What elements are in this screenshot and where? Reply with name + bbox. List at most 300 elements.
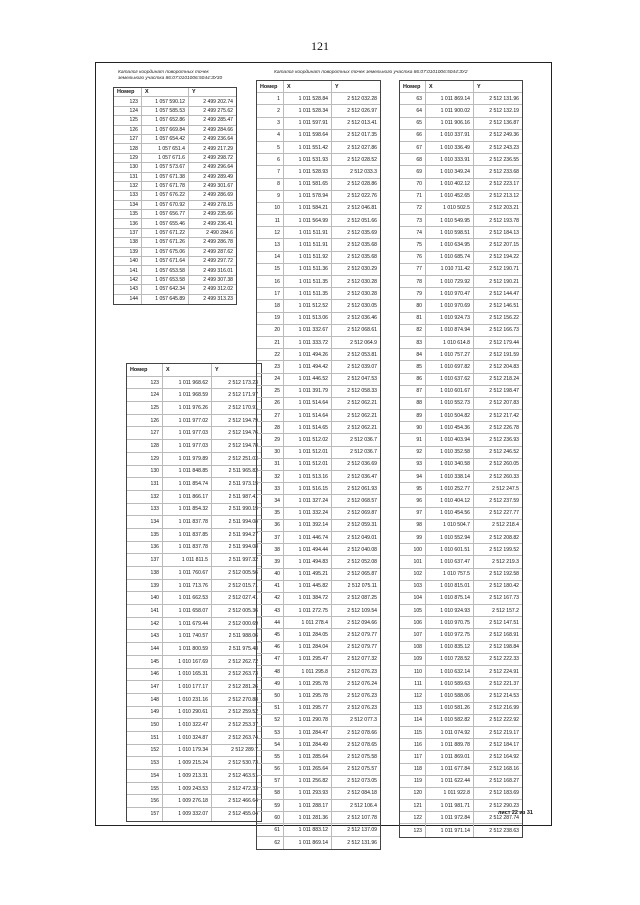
table-row: [127, 669, 261, 682]
point-number-cell: 29: [257, 434, 284, 445]
table-row: [114, 163, 236, 172]
x-coordinate-cell: 1 011 333.72: [284, 337, 332, 348]
point-number-cell: 26: [257, 398, 284, 409]
point-number-cell: 136: [127, 542, 163, 554]
table-row: [257, 166, 380, 178]
column-header-y: Y: [477, 83, 481, 90]
x-coordinate-cell: 1 011 977.03: [163, 427, 212, 439]
point-number-cell: 144: [127, 643, 163, 655]
y-coordinate-cell: 2 499 286.69: [203, 192, 233, 199]
y-coordinate-cell: 2 512 131.96: [347, 839, 377, 846]
x-coordinate-cell: 1 011 848.85: [163, 466, 212, 478]
point-number-cell: 72: [400, 203, 426, 214]
x-coordinate-cell: 1 011 074.92: [426, 727, 474, 738]
point-number-cell: 108: [400, 642, 426, 653]
point-number-cell: 154: [127, 770, 163, 782]
table-row: [114, 285, 236, 294]
point-number-cell: 126: [127, 415, 163, 427]
x-coordinate-cell: 1 011 713.76: [163, 580, 212, 592]
point-number-cell: 56: [257, 764, 284, 775]
table-row: [257, 666, 380, 678]
table-row: [400, 447, 522, 459]
x-coordinate-cell: 1 011 295.8: [284, 666, 332, 677]
x-coordinate-cell: 1 057 642.34: [142, 285, 189, 293]
y-coordinate-cell: 2 499 313.23: [203, 296, 233, 303]
x-coordinate-cell: 1 010 252.77: [426, 483, 474, 494]
point-number-cell: 66: [400, 130, 426, 141]
x-coordinate-cell: 1 057 656.77: [142, 210, 189, 218]
x-coordinate-cell: 1 010 588.06: [426, 690, 474, 701]
x-coordinate-cell: 1 011 514.64: [284, 410, 332, 421]
x-coordinate-cell: 1 010 290.61: [163, 707, 212, 719]
y-coordinate-cell: 2 512 259.52: [228, 709, 258, 716]
y-coordinate-cell: 2 512 036.69: [347, 461, 377, 468]
table-header-row: [400, 81, 522, 93]
x-coordinate-cell: 1 011 514.64: [284, 398, 332, 409]
y-coordinate-cell: 2 512 194.22: [489, 254, 519, 261]
x-coordinate-cell: 1 011 584.21: [284, 203, 332, 214]
point-number-cell: 117: [400, 751, 426, 762]
table-row: [257, 288, 380, 300]
point-number-cell: 51: [257, 703, 284, 714]
x-coordinate-cell: 1 057 671.64: [142, 257, 189, 265]
x-coordinate-cell: 1 011 551.42: [284, 142, 332, 153]
x-coordinate-cell: 1 010 589.63: [426, 678, 474, 689]
y-coordinate-cell: 2 512 236.55: [489, 156, 519, 163]
x-coordinate-cell: 1 010 231.16: [163, 694, 212, 706]
y-coordinate-cell: 2 512 224.91: [489, 668, 519, 675]
y-coordinate-cell: 2 512 052.08: [347, 558, 377, 565]
x-coordinate-cell: 1 057 573.67: [142, 163, 189, 171]
table-row: [400, 154, 522, 166]
point-number-cell: 129: [127, 453, 163, 465]
x-coordinate-cell: 1 011 392.14: [284, 520, 332, 531]
x-coordinate-cell: 1 010 404.12: [426, 495, 474, 506]
point-number-cell: 120: [400, 788, 426, 799]
y-coordinate-cell: 2 512 222.92: [489, 717, 519, 724]
x-coordinate-cell: 1 010 340.58: [426, 459, 474, 470]
point-number-cell: 143: [127, 630, 163, 642]
y-coordinate-cell: 2 512 079.77: [347, 632, 377, 639]
table-row: [114, 116, 236, 125]
point-number-cell: 86: [400, 374, 426, 385]
point-number-cell: 21: [257, 337, 284, 348]
point-number-cell: 140: [114, 257, 142, 265]
x-coordinate-cell: 1 010 504.82: [426, 410, 474, 421]
x-coordinate-cell: 1 010 970.75: [426, 617, 474, 628]
x-coordinate-cell: 1 011 284.47: [284, 727, 332, 738]
table-row: [127, 643, 261, 656]
table-row: [400, 398, 522, 410]
x-coordinate-cell: 1 011 597.91: [284, 118, 332, 129]
point-number-cell: 125: [114, 116, 142, 124]
y-coordinate-cell: 2 512 191.59: [489, 351, 519, 358]
point-number-cell: 8: [257, 179, 284, 190]
point-number-cell: 76: [400, 252, 426, 263]
point-number-cell: 67: [400, 142, 426, 153]
y-coordinate-cell: 2 512 222.33: [489, 656, 519, 663]
table-row: [127, 453, 261, 466]
table-row: [400, 252, 522, 264]
x-coordinate-cell: 1 011 295.78: [284, 690, 332, 701]
point-number-cell: 22: [257, 349, 284, 360]
table-row: [257, 690, 380, 702]
table-row: [400, 629, 522, 641]
x-coordinate-cell: 1 057 655.46: [142, 219, 189, 227]
x-coordinate-cell: 1 011 512.02: [284, 434, 332, 445]
table-row: [257, 154, 380, 166]
y-coordinate-cell: 2 512 005.56: [228, 569, 258, 576]
table-row: [400, 313, 522, 325]
point-number-cell: 126: [114, 126, 142, 134]
x-coordinate-cell: 1 057 652.86: [142, 116, 189, 124]
y-coordinate-cell: 2 512 170.91: [228, 404, 258, 411]
point-number-cell: 38: [257, 544, 284, 555]
table-row: [114, 107, 236, 116]
column-header-x: X: [163, 364, 212, 376]
table-row: [400, 459, 522, 471]
column-header-y: Y: [215, 366, 219, 373]
point-number-cell: 32: [257, 471, 284, 482]
x-coordinate-cell: 1 010 728.52: [426, 654, 474, 665]
y-coordinate-cell: 2 512 173.23: [228, 379, 258, 386]
y-coordinate-cell: 2 512 179.44: [489, 339, 519, 346]
x-coordinate-cell: 1 010 352.58: [426, 447, 474, 458]
table-row: [400, 118, 522, 130]
y-coordinate-cell: 2 499 296.64: [203, 164, 233, 171]
y-coordinate-cell: 2 512 260.05: [489, 461, 519, 468]
x-coordinate-cell: 1 010 637.47: [426, 556, 474, 567]
point-number-cell: 69: [400, 166, 426, 177]
coordinate-table-zu30: [113, 87, 237, 305]
point-number-cell: 5: [257, 142, 284, 153]
point-number-cell: 45: [257, 629, 284, 640]
y-coordinate-cell: 2 512 076.23: [347, 668, 377, 675]
table-row: [400, 727, 522, 739]
table-row: [257, 130, 380, 142]
x-coordinate-cell: 1 057 585.53: [142, 107, 189, 115]
y-coordinate-cell: 2 512 075.57: [347, 766, 377, 773]
table-row: [257, 252, 380, 264]
x-coordinate-cell: 1 010 970.47: [426, 288, 474, 299]
point-number-cell: 141: [127, 605, 163, 617]
table-row: [257, 276, 380, 288]
y-coordinate-cell: 2 511 987.41: [228, 493, 258, 500]
table-row: [127, 719, 261, 732]
table-row: [257, 215, 380, 227]
table-row: [127, 542, 261, 555]
point-number-cell: 39: [257, 556, 284, 567]
point-number-cell: 96: [400, 495, 426, 506]
table-row: [114, 126, 236, 135]
x-coordinate-cell: 1 011 511.35: [284, 276, 332, 287]
y-coordinate-cell: 2 512 455.04: [228, 811, 258, 818]
table-row: [400, 495, 522, 507]
y-coordinate-cell: 2 499 301.67: [203, 183, 233, 190]
table-row: [257, 495, 380, 507]
table-row: [257, 544, 380, 556]
table-row: [400, 93, 522, 105]
y-coordinate-cell: 2 512 005.36: [228, 607, 258, 614]
table-row: [400, 483, 522, 495]
table-row: [400, 239, 522, 251]
x-coordinate-cell: 1 011 906.16: [426, 118, 474, 129]
x-coordinate-cell: 1 011 284.49: [284, 739, 332, 750]
point-number-cell: 54: [257, 739, 284, 750]
point-number-cell: 144: [114, 295, 142, 304]
point-number-cell: 151: [127, 732, 163, 744]
x-coordinate-cell: 1 010 875.14: [426, 593, 474, 604]
y-coordinate-cell: 2 512 015.71: [228, 582, 258, 589]
x-coordinate-cell: 1 011 295.78: [284, 678, 332, 689]
catalog-caption-left-line2: земельного участка 86:07:0101006:5044:ЗУ30: [118, 76, 223, 81]
point-number-cell: 101: [400, 556, 426, 567]
x-coordinate-cell: 1 011 564.99: [284, 215, 332, 226]
x-coordinate-cell: 1 010 637.62: [426, 374, 474, 385]
y-coordinate-cell: 2 512 062.21: [347, 412, 377, 419]
sheet-number: лист 22 из 31: [498, 810, 533, 816]
column-header-x: X: [426, 81, 474, 92]
table-row: [400, 300, 522, 312]
table-row: [257, 142, 380, 154]
x-coordinate-cell: 1 057 670.92: [142, 201, 189, 209]
y-coordinate-cell: 2 512 146.51: [489, 302, 519, 309]
y-coordinate-cell: 2 512 214.53: [489, 692, 519, 699]
point-number-cell: 127: [114, 135, 142, 143]
table-row: [400, 386, 522, 398]
table-header-row: [127, 364, 261, 377]
point-number-cell: 74: [400, 227, 426, 238]
y-coordinate-cell: 2 512 107.78: [347, 814, 377, 821]
point-number-cell: 123: [114, 97, 142, 105]
table-row: [257, 569, 380, 581]
x-coordinate-cell: 1 057 675.06: [142, 248, 189, 256]
table-row: [257, 617, 380, 629]
y-coordinate-cell: 2 512 270.88: [228, 696, 258, 703]
x-coordinate-cell: 1 011 971.14: [426, 824, 474, 836]
y-coordinate-cell: 2 512 137.09: [347, 827, 377, 834]
x-coordinate-cell: 1 011 968.62: [163, 377, 212, 389]
x-coordinate-cell: 1 011 511.35: [284, 288, 332, 299]
table-row: [114, 257, 236, 266]
point-number-cell: 88: [400, 398, 426, 409]
table-header-row: [114, 88, 236, 97]
point-number-cell: 124: [114, 107, 142, 115]
point-number-cell: 64: [400, 105, 426, 116]
y-coordinate-cell: 2 512 180.42: [489, 583, 519, 590]
point-number-cell: 138: [114, 238, 142, 246]
x-coordinate-cell: 1 011 446.74: [284, 532, 332, 543]
y-coordinate-cell: 2 512 198.47: [489, 388, 519, 395]
point-number-cell: 48: [257, 666, 284, 677]
x-coordinate-cell: 1 010 815.01: [426, 581, 474, 592]
table-row: [257, 629, 380, 641]
y-coordinate-cell: 2 512 079.77: [347, 644, 377, 651]
point-number-cell: 122: [400, 812, 426, 823]
table-row: [127, 567, 261, 580]
y-coordinate-cell: 2 512 069.87: [347, 510, 377, 517]
y-coordinate-cell: 2 512 263.73: [228, 671, 258, 678]
table-row: [400, 544, 522, 556]
table-row: [400, 410, 522, 422]
x-coordinate-cell: 1 011 290.78: [284, 715, 332, 726]
y-coordinate-cell: 2 512 203.21: [489, 205, 519, 212]
y-coordinate-cell: 2 511 994.08: [228, 519, 258, 526]
table-row: [127, 554, 261, 567]
point-number-cell: 62: [257, 837, 284, 849]
x-coordinate-cell: 1 011 281.36: [284, 812, 332, 823]
table-row: [114, 144, 236, 153]
table-row: [257, 118, 380, 130]
point-number-cell: 25: [257, 386, 284, 397]
x-coordinate-cell: 1 011 811.5: [163, 554, 212, 566]
x-coordinate-cell: 1 011 854.74: [163, 478, 212, 490]
table-row: [257, 179, 380, 191]
x-coordinate-cell: 1 011 581.65: [284, 179, 332, 190]
table-row: [127, 402, 261, 415]
y-coordinate-cell: 2 512 213.12: [489, 193, 519, 200]
y-coordinate-cell: 2 511 990.19: [228, 506, 258, 513]
point-number-cell: 33: [257, 483, 284, 494]
point-number-cell: 98: [400, 520, 426, 531]
point-number-cell: 10: [257, 203, 284, 214]
x-coordinate-cell: 1 010 452.65: [426, 191, 474, 202]
x-coordinate-cell: 1 010 552.73: [426, 398, 474, 409]
x-coordinate-cell: 1 010 454.56: [426, 508, 474, 519]
table-row: [127, 580, 261, 593]
x-coordinate-cell: 1 011 293.93: [284, 788, 332, 799]
x-coordinate-cell: 1 010 598.51: [426, 227, 474, 238]
y-coordinate-cell: 2 512 184.17: [489, 741, 519, 748]
point-number-cell: 97: [400, 508, 426, 519]
point-number-cell: 110: [400, 666, 426, 677]
point-number-cell: 123: [127, 377, 163, 389]
y-coordinate-cell: 2 512 263.74: [228, 734, 258, 741]
point-number-cell: 119: [400, 776, 426, 787]
table-row: [127, 630, 261, 643]
x-coordinate-cell: 1 011 513.16: [284, 471, 332, 482]
x-coordinate-cell: 1 010 729.92: [426, 276, 474, 287]
x-coordinate-cell: 1 057 653.58: [142, 276, 189, 284]
y-coordinate-cell: 2 512 026.97: [347, 107, 377, 114]
point-number-cell: 143: [114, 285, 142, 293]
y-coordinate-cell: 2 512 033.3: [350, 168, 377, 175]
table-row: [114, 191, 236, 200]
x-coordinate-cell: 1 010 336.49: [426, 142, 474, 153]
x-coordinate-cell: 1 057 671.38: [142, 173, 189, 181]
y-coordinate-cell: 2 512 022.76: [347, 193, 377, 200]
y-coordinate-cell: 2 512 036.7: [350, 437, 377, 444]
y-coordinate-cell: 2 512 194.79: [228, 417, 258, 424]
table-row: [400, 105, 522, 117]
y-coordinate-cell: 2 512 144.47: [489, 290, 519, 297]
y-coordinate-cell: 2 512 249.36: [489, 132, 519, 139]
column-header-x: X: [142, 88, 189, 96]
point-number-cell: 68: [400, 154, 426, 165]
table-row: [257, 739, 380, 751]
table-row: [114, 248, 236, 257]
y-coordinate-cell: 2 512 061.93: [347, 485, 377, 492]
point-number-cell: 107: [400, 629, 426, 640]
point-number-cell: 4: [257, 130, 284, 141]
point-number-cell: 123: [400, 824, 426, 836]
table-row: [400, 471, 522, 483]
column-header-x: X: [284, 81, 332, 92]
table-row: [400, 642, 522, 654]
y-coordinate-cell: 2 499 307.38: [203, 277, 233, 283]
x-coordinate-cell: 1 010 757.27: [426, 349, 474, 360]
table-row: [257, 386, 380, 398]
y-coordinate-cell: 2 512 207.15: [489, 242, 519, 249]
table-row: [127, 681, 261, 694]
x-coordinate-cell: 1 011 494.26: [284, 349, 332, 360]
x-coordinate-cell: 1 010 924.73: [426, 313, 474, 324]
point-number-cell: 60: [257, 812, 284, 823]
y-coordinate-cell: 2 512 218.4: [492, 522, 519, 529]
y-coordinate-cell: 2 512 028.52: [347, 156, 377, 163]
table-row: [257, 361, 380, 373]
table-row: [400, 349, 522, 361]
y-coordinate-cell: 2 512 289.7: [231, 747, 258, 754]
sheet-frame: [95, 62, 552, 846]
table-row: [257, 788, 380, 800]
y-coordinate-cell: 2 512 087.25: [347, 595, 377, 602]
y-coordinate-cell: 2 499 316.01: [203, 267, 233, 274]
point-number-cell: 130: [114, 163, 142, 171]
point-number-cell: 134: [114, 201, 142, 209]
point-number-cell: 27: [257, 410, 284, 421]
y-coordinate-cell: 2 512 028.86: [347, 181, 377, 188]
x-coordinate-cell: 1 010 324.87: [163, 732, 212, 744]
table-row: [400, 288, 522, 300]
point-number-cell: 142: [114, 276, 142, 284]
point-number-cell: 6: [257, 154, 284, 165]
table-row: [127, 783, 261, 796]
point-number-cell: 153: [127, 757, 163, 769]
catalog-caption-right: Каталог координат поворотных точек земельного участка 86:07:0101006:5044:ЗУ2: [274, 70, 468, 75]
table-row: [400, 666, 522, 678]
x-coordinate-cell: 1 011 972.84: [426, 812, 474, 823]
x-coordinate-cell: 1 011 288.17: [284, 800, 332, 811]
x-coordinate-cell: 1 011 869.01: [426, 751, 474, 762]
point-number-cell: 52: [257, 715, 284, 726]
table-row: [127, 440, 261, 453]
x-coordinate-cell: 1 011 272.75: [284, 605, 332, 616]
x-coordinate-cell: 1 011 494.44: [284, 544, 332, 555]
table-row: [127, 504, 261, 517]
y-coordinate-cell: 2 512 168.91: [489, 632, 519, 639]
x-coordinate-cell: 1 011 740.57: [163, 630, 212, 642]
x-coordinate-cell: 1 011 494.83: [284, 556, 332, 567]
y-coordinate-cell: 2 512 219.3: [492, 558, 519, 565]
y-coordinate-cell: 2 512 030.28: [347, 278, 377, 285]
table-row: [400, 179, 522, 191]
y-coordinate-cell: 2 512 219.17: [489, 729, 519, 736]
table-row: [127, 770, 261, 783]
x-coordinate-cell: 1 010 711.42: [426, 264, 474, 275]
x-coordinate-cell: 1 011 284.04: [284, 642, 332, 653]
x-coordinate-cell: 1 010 970.69: [426, 300, 474, 311]
x-coordinate-cell: 1 010 337.91: [426, 130, 474, 141]
table-row: [127, 389, 261, 402]
y-coordinate-cell: 2 512 147.51: [489, 619, 519, 626]
table-row: [127, 808, 261, 821]
point-number-cell: 93: [400, 459, 426, 470]
point-number-cell: 129: [114, 154, 142, 162]
x-coordinate-cell: 1 011 511.91: [284, 239, 332, 250]
point-number-cell: 127: [127, 427, 163, 439]
point-number-cell: 73: [400, 215, 426, 226]
